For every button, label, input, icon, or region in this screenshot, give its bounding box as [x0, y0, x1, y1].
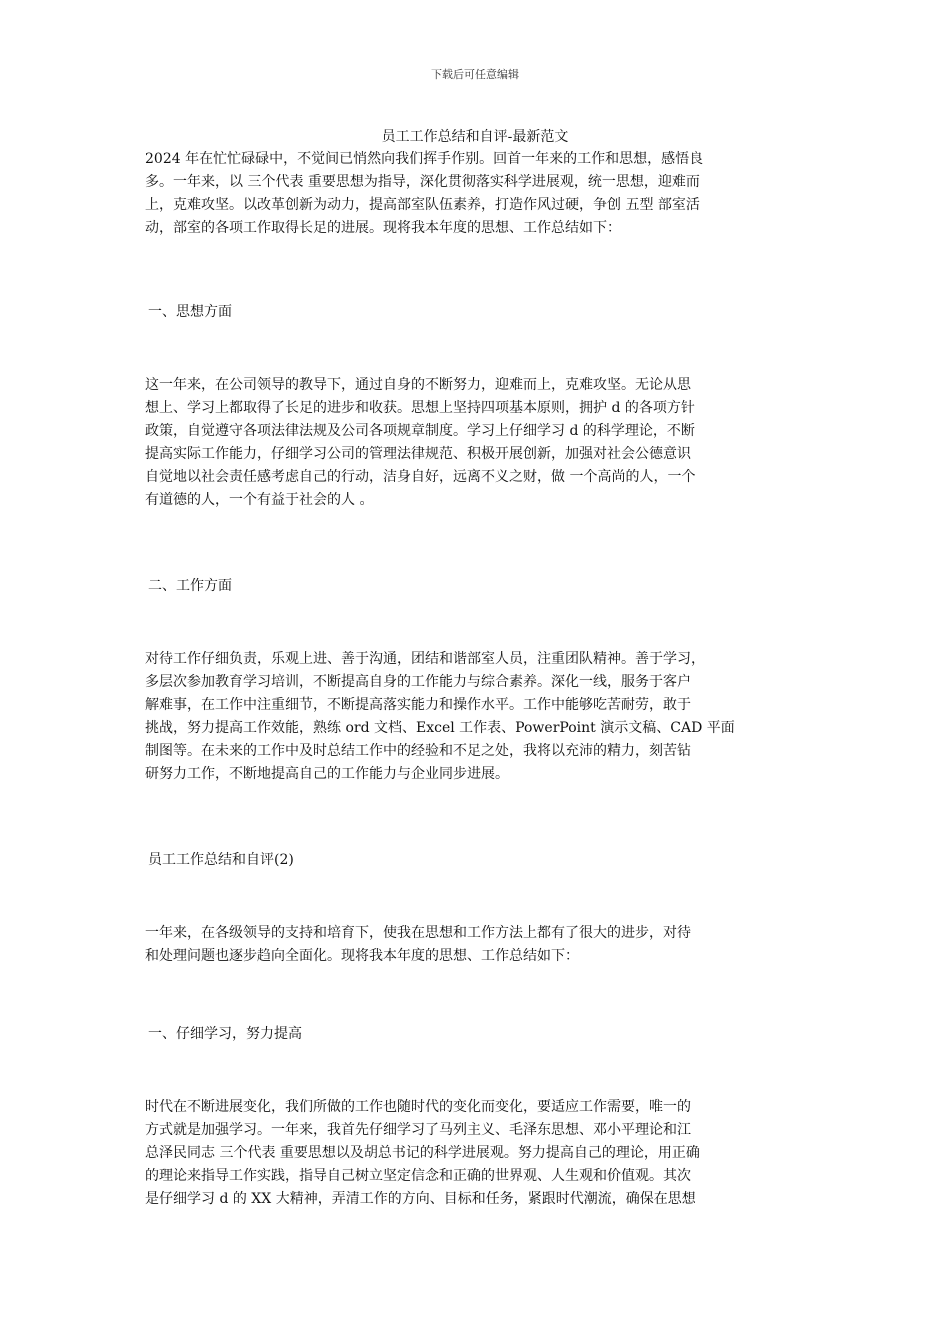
document-title: 员工工作总结和自评-最新范文 [381, 129, 569, 145]
paragraph-line: 这一年来，在公司领导的教导下，通过自身的不断努力，迎难而上，克难攻坚。无论从思 [145, 377, 691, 393]
study-paragraph [145, 1096, 807, 1211]
paragraph-line: 2024 年在忙忙碌碌中，不觉间已悄然向我们挥手作别。回首一年来的工作和思想，感悟良 [145, 151, 704, 167]
paragraph-line: 有道德的人，一个有益于社会的人 。 [145, 492, 374, 508]
paragraph-line: 是仔细学习 d 的 XX 大精神，弄清工作的方向、目标和任务，紧跟时代潮流，确保在思想 [145, 1191, 696, 1207]
paragraph-line: 想上、学习上都取得了长足的进步和收获。思想上坚持四项基本原则，拥护 d 的各项方针 [145, 400, 695, 416]
paragraph-line: 方式就是加强学习。一年来，我首先仔细学习了马列主义、毛泽东思想、邓小平理论和江 [145, 1122, 691, 1138]
intro-paragraph [145, 148, 807, 240]
paragraph-line: 挑战，努力提高工作效能，熟练 ord 文档、Excel 工作表、PowerPoint 演示文稿、CAD 平面 [145, 720, 735, 736]
part2-title: 员工工作总结和自评(2) [148, 852, 294, 868]
thought-paragraph [145, 374, 807, 512]
paragraph-line: 动，部室的各项工作取得长足的进展。现将我本年度的思想、工作总结如下： [145, 220, 621, 236]
paragraph-line: 提高实际工作能力，仔细学习公司的管理法律规范、积极开展创新，加强对社会公德意识 [145, 446, 691, 462]
paragraph-line: 的理论来指导工作实践，指导自己树立坚定信念和正确的世界观、人生观和价值观。其次 [145, 1168, 691, 1184]
section-heading-study: 一、仔细学习，努力提高 [148, 1026, 302, 1042]
header-note: 下载后可任意编辑 [431, 68, 519, 81]
paragraph-line: 时代在不断进展变化，我们所做的工作也随时代的变化而变化，要适应工作需要，唯一的 [145, 1099, 691, 1115]
paragraph-line: 政策，自觉遵守各项法律法规及公司各项规章制度。学习上仔细学习 d 的科学理论，不断 [145, 423, 695, 439]
paragraph-line: 多。一年来，以 三个代表 重要思想为指导，深化贯彻落实科学进展观，统一思想，迎难而 [145, 174, 700, 190]
paragraph-line: 解难事，在工作中注重细节，不断提高落实能力和操作水平。工作中能够吃苦耐劳，敢于 [145, 697, 691, 713]
section-heading-thought: 一、思想方面 [148, 304, 232, 320]
paragraph-line: 总泽民同志 三个代表 重要思想以及胡总书记的科学进展观。努力提高自己的理论，用正确 [145, 1145, 700, 1161]
part2-intro-paragraph [145, 922, 807, 968]
section-heading-work: 二、工作方面 [148, 578, 232, 594]
paragraph-line: 多层次参加教育学习培训，不断提高自身的工作能力与综合素养。深化一线，服务于客户 [145, 674, 691, 690]
paragraph-line: 自觉地以社会责任感考虑自己的行动，洁身自好，远离不义之财，做 一个高尚的人，一个 [145, 469, 696, 485]
paragraph-line: 制图等。在未来的工作中及时总结工作中的经验和不足之处，我将以充沛的精力，刻苦钻 [145, 743, 691, 759]
paragraph-line: 一年来，在各级领导的支持和培育下，使我在思想和工作方法上都有了很大的进步，对待 [145, 925, 691, 941]
paragraph-line: 上，克难攻坚。以改革创新为动力，提高部室队伍素养，打造作风过硬，争创 五型 部室活 [145, 197, 700, 213]
paragraph-line: 对待工作仔细负责，乐观上进、善于沟通，团结和谐部室人员，注重团队精神。善于学习， [145, 651, 705, 667]
paragraph-line: 研努力工作，不断地提高自己的工作能力与企业同步进展。 [145, 766, 509, 782]
paragraph-line: 和处理问题也逐步趋向全面化。现将我本年度的思想、工作总结如下： [145, 948, 579, 964]
work-paragraph [145, 648, 807, 786]
